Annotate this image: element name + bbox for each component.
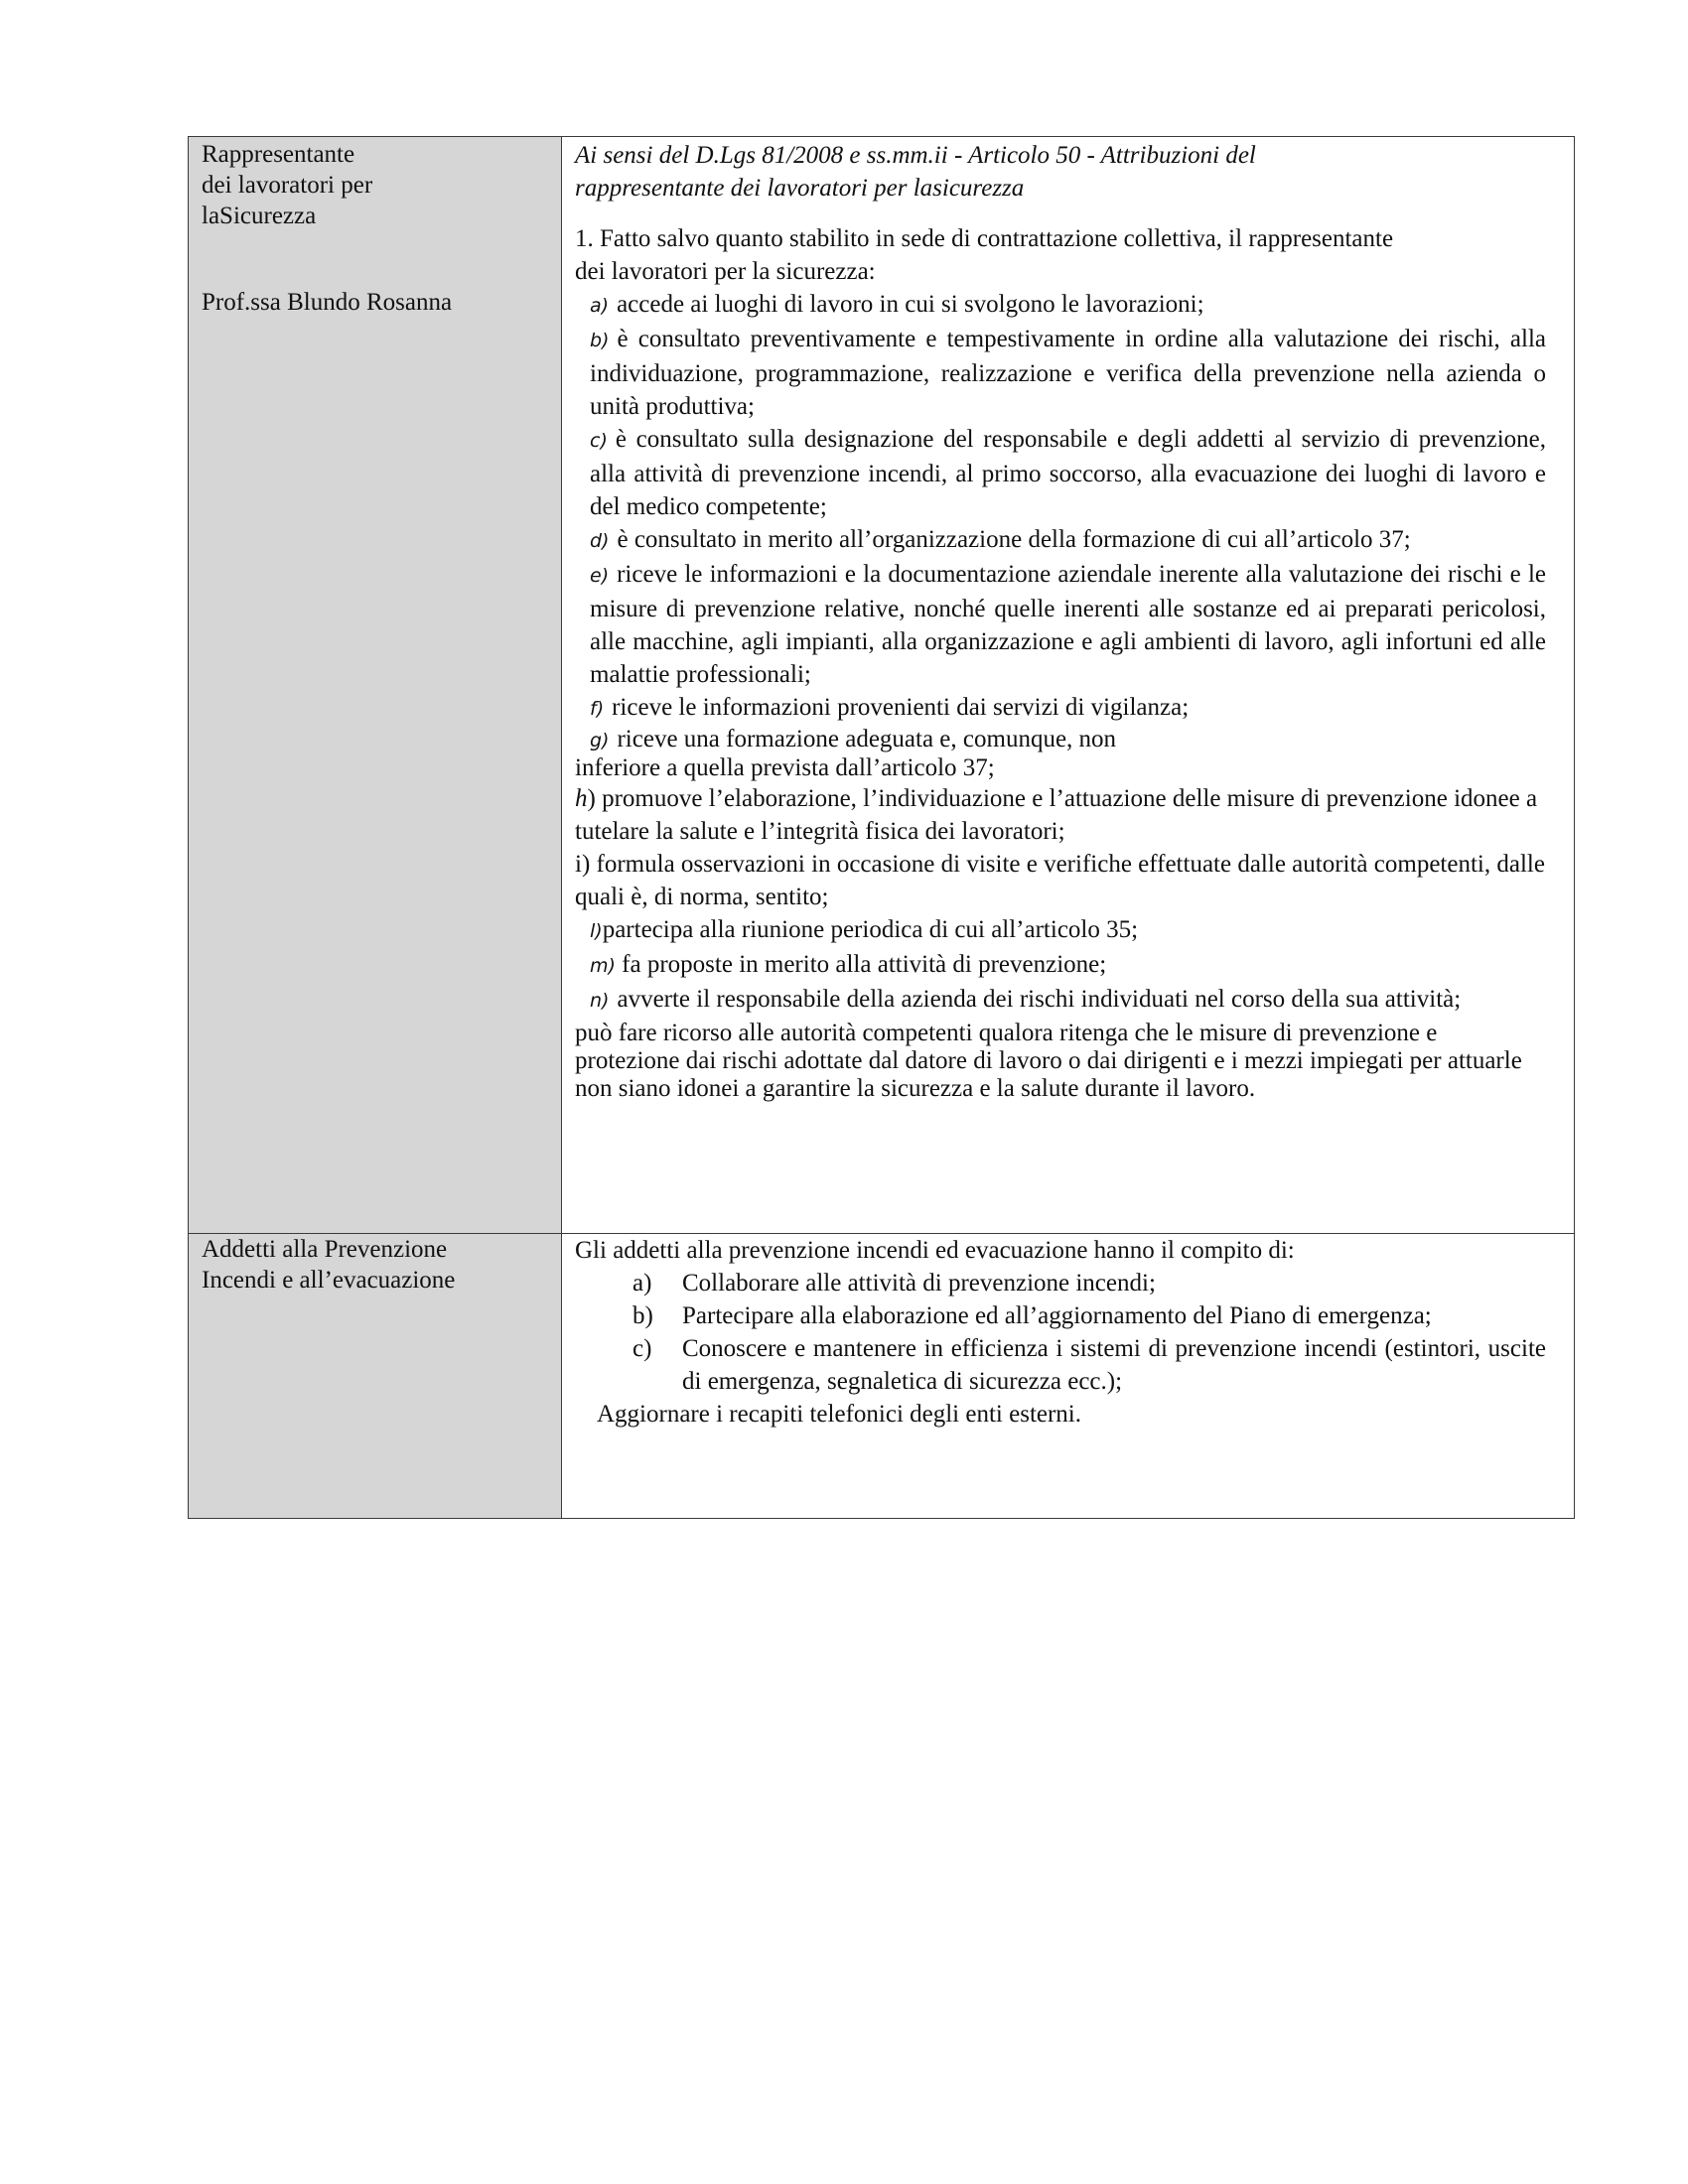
role-title-line: laSicurezza [202, 203, 317, 229]
item-marker: n) [590, 990, 610, 1012]
lead-paragraph: Gli addetti alla prevenzione incendi ed evacuazione hanno il compito di: [575, 1237, 1295, 1264]
list-item [633, 1267, 1546, 1299]
item-marker: a) [590, 295, 610, 317]
item-text: riceve le informazioni provenienti dai servizi di vigilanza; [612, 694, 1190, 721]
lead-paragraph: 1. Fatto salvo quanto stabilito in sede di contrattazione collettiva, il rappresentante [575, 225, 1394, 252]
item-text: fa proposte in merito alla attività di prevenzione; [622, 951, 1107, 978]
list-item [575, 983, 1546, 1018]
item-marker: f) [590, 698, 605, 720]
item-marker: h [575, 785, 588, 812]
list-item [575, 323, 1546, 423]
item-text: è consultato sulla designazione del responsabile e degli addetti al servizio di prevenzione, alla attività di prevenzione incendi, al primo soccorso, alla evacuazione dei luoghi di lavoro e del medico competente; [590, 426, 1546, 520]
list-item [575, 948, 1546, 983]
item-text: ) promuove l’elaborazione, l’individuazione e l’attuazione delle misure di prevenzione idonee a tutelare la salute e l’integrità fisica dei lavoratori; [575, 785, 1538, 845]
role-cell [189, 137, 562, 1234]
article-reference: Ai sensi del D.Lgs 81/2008 e ss.mm.ii - Articolo 50 - Attribuzioni del [575, 142, 1256, 169]
duties-list [575, 1267, 1546, 1398]
lead-paragraph: dei lavoratori per la sicurezza: [575, 258, 876, 285]
role-title-line: Rappresentante [202, 141, 355, 168]
item-marker: m) [590, 955, 616, 977]
article-reference: rappresentante dei lavoratori per lasicurezza [575, 175, 1025, 202]
role-title-line: Addetti alla Prevenzione [202, 1236, 448, 1263]
item-marker: e) [590, 565, 610, 587]
item-text: riceve una formazione adeguata e, comunque, non [617, 726, 1117, 752]
item-marker: c) [590, 430, 608, 452]
roles-table [188, 136, 1575, 1519]
item-text: Partecipare alla elaborazione ed all’aggiornamento del Piano di emergenza; [682, 1302, 1432, 1329]
item-text: è consultato in merito all’organizzazione della formazione di cui all’articolo 37; [617, 526, 1411, 553]
list-item [575, 782, 1546, 848]
item-marker: a) [633, 1270, 652, 1297]
item-text: avverte il responsabile della azienda dei rischi individuati nel corso della sua attività; [617, 986, 1462, 1013]
table-row [189, 1234, 1575, 1519]
table-row [189, 137, 1575, 1234]
list-item [575, 423, 1546, 523]
role-title-line: Incendi e all’evacuazione [202, 1267, 456, 1294]
item-marker: l) [590, 920, 603, 942]
item-marker: b) [590, 330, 610, 351]
role-cell [189, 1234, 562, 1519]
item-text: accede ai luoghi di lavoro in cui si svolgono le lavorazioni; [617, 291, 1204, 318]
list-item [575, 691, 1546, 726]
list-item [575, 913, 1546, 948]
list-item [575, 726, 1546, 754]
item-marker: g) [590, 730, 610, 751]
item-text: Collaborare alle attività di prevenzione incendi; [682, 1270, 1156, 1297]
item-continuation: inferiore a quella prevista dall’articolo 37; [575, 754, 995, 781]
item-text: riceve le informazioni e la documentazione aziendale inerente alla valutazione dei rischi e le misure di prevenzione relative, nonché quelle inerenti alle sostanze ed ai preparati pericolosi, alle macchine, agli impianti, alla organizzazione e agli ambienti di lavoro, agli infortuni ed alle malattie professionali; [590, 561, 1546, 688]
list-item: i) formula osservazioni in occasione di visite e verifiche effettuate dalle autorità competenti, dalle quali è, di norma, sentito; [575, 851, 1545, 910]
role-title-line: dei lavoratori per [202, 172, 373, 199]
content-cell [562, 137, 1575, 1234]
list-item [575, 558, 1546, 691]
list-item [633, 1299, 1546, 1332]
final-duty: Aggiornare i recapiti telefonici degli enti esterni. [597, 1401, 1082, 1428]
closing-paragraph: può fare ricorso alle autorità competenti qualora ritenga che le misure di prevenzione e protezione dai rischi adottate dal datore di lavoro o dai dirigenti e i mezzi impiegati per attuarle non siano idonei a garantire la sicurezza e la salute durante il lavoro. [575, 1020, 1522, 1102]
item-marker: c) [633, 1335, 652, 1362]
list-item [575, 288, 1546, 323]
item-text: partecipa alla riunione periodica di cui all’articolo 35; [602, 916, 1139, 943]
list-item [575, 523, 1546, 558]
item-marker: b) [633, 1302, 653, 1329]
content-cell [562, 1234, 1575, 1519]
person-name: Prof.ssa Blundo Rosanna [202, 289, 453, 316]
item-marker: d) [590, 530, 610, 552]
item-text: Conoscere e mantenere in efficienza i sistemi di prevenzione incendi (estintori, uscite di emergenza, segnaletica di sicurezza ecc.); [682, 1335, 1546, 1395]
item-text: è consultato preventivamente e tempestivamente in ordine alla valutazione dei rischi, alla individuazione, programmazione, realizzazione e verifica della prevenzione nella azienda o unità produttiva; [590, 326, 1546, 420]
list-item [633, 1332, 1546, 1398]
